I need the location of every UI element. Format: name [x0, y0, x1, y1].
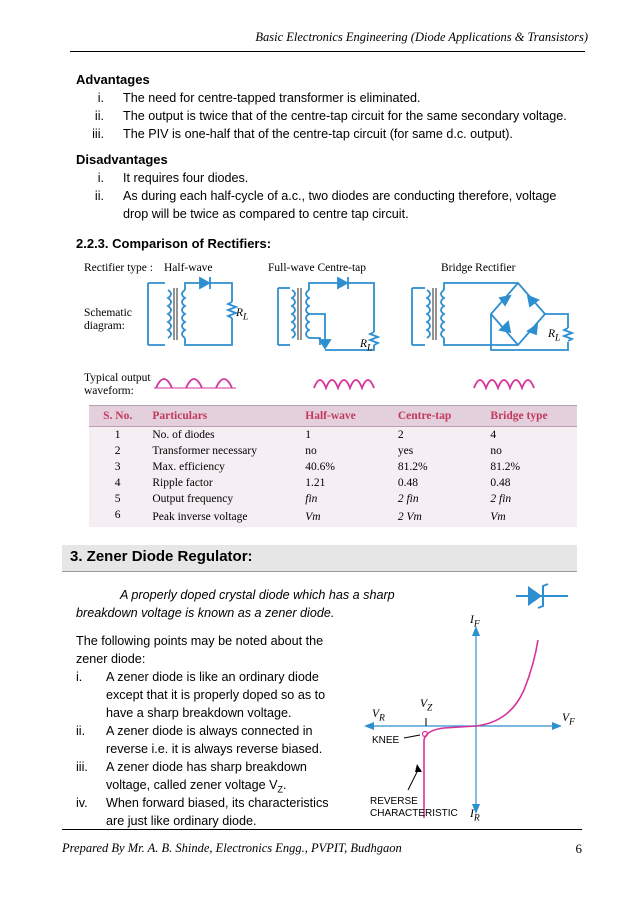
point-num: iii.	[76, 760, 88, 774]
reverse-label-2: CHARACTERISTIC	[370, 808, 458, 819]
point-line: have a sharp breakdown voltage.	[106, 706, 292, 720]
zener-characteristic-graph	[364, 626, 562, 818]
point-line: A zener diode is like an ordinary diode	[106, 670, 319, 684]
point-line: except that it is properly doped so as to	[106, 688, 326, 702]
point-line: are just like ordinary diode.	[106, 814, 257, 828]
reverse-label: REVERSE	[370, 796, 418, 807]
list-item: i. The need for centre-tapped transformer is eliminated.	[97, 91, 421, 105]
list-item: ii. The output is twice that of the centre-tap circuit for the same secondary voltage.	[94, 109, 567, 123]
schematic-label: Schematic	[84, 307, 132, 319]
knee-label: KNEE	[372, 735, 400, 746]
col-header-particulars: Particulars	[146, 406, 299, 427]
point-line: A zener diode has sharp breakdown	[106, 760, 307, 774]
full-wave-label: Full-wave Centre-tap	[268, 262, 367, 274]
point-line: voltage, called zener voltage $V_Z$.	[106, 778, 287, 795]
advantages-heading: Advantages	[76, 72, 150, 87]
list-item: i. It requires four diodes.	[97, 171, 249, 185]
table-row: 5 Output frequency fin 2 fin 2 fin	[89, 491, 577, 507]
footer-text: Prepared By Mr. A. B. Shinde, Electronics Engg., PVPIT, Budhgaon	[62, 841, 402, 855]
col-header-sno: S. No.	[89, 406, 146, 427]
footer-rule	[62, 829, 582, 830]
points-intro: The following points may be noted about the	[76, 634, 324, 648]
page-header-title: Basic Electronics Engineering (Diode Applications & Transistors)	[255, 30, 588, 44]
waveform-label-2: waveform:	[84, 385, 134, 397]
section-3-heading: 3. Zener Diode Regulator:	[70, 548, 253, 565]
page-number: 6	[575, 841, 582, 856]
if-label: $I_F$	[470, 614, 480, 630]
list-item: iii. The PIV is one-half that of the centre-tap circuit (for same d.c. output).	[92, 127, 513, 141]
half-wave-label: Half-wave	[164, 262, 213, 274]
rectifier-type-label: Rectifier type :	[84, 262, 153, 274]
point-num: iv.	[76, 796, 88, 810]
point-line: reverse i.e. it is always reverse biased.	[106, 742, 323, 756]
comparison-heading: 2.2.3. Comparison of Rectifiers:	[76, 236, 272, 251]
bridge-label: Bridge Rectifier	[441, 262, 516, 274]
zener-intro-2: breakdown voltage is known as a zener diode.	[76, 606, 335, 620]
point-num: i.	[76, 670, 83, 684]
vf-label: $V_F$	[562, 712, 575, 728]
vz-label: $V_Z$	[420, 698, 433, 714]
zener-intro: A properly doped crystal diode which has a sharp	[120, 588, 395, 602]
table-row: 3 Max. efficiency 40.6% 81.2% 81.2%	[89, 459, 577, 475]
vr-label: $V_R$	[372, 708, 385, 724]
point-line: When forward biased, its characteristics	[106, 796, 329, 810]
col-header-half-wave: Half-wave	[299, 406, 392, 427]
col-header-bridge: Bridge type	[484, 406, 577, 427]
disadvantages-heading: Disadvantages	[76, 152, 168, 167]
rl-label-centre: $R_L$	[360, 338, 373, 354]
zener-symbol-icon	[516, 584, 568, 608]
waveform-label: Typical output	[84, 372, 151, 384]
rl-label-half: $R_L$	[236, 307, 249, 323]
table-row: 4 Ripple factor 1.21 0.48 0.48	[89, 475, 577, 491]
ir-label: $I_R$	[470, 808, 480, 824]
list-item: ii. As during each half-cycle of a.c., two diodes are conducting therefore, voltage drop will be twice as compared to centre tap circuit.	[94, 189, 557, 221]
point-line: A zener diode is always connected in	[106, 724, 313, 738]
table-row: 2 Transformer necessary no yes no	[89, 443, 577, 459]
schematic-label-2: diagram:	[84, 320, 125, 332]
col-header-centre-tap: Centre-tap	[392, 406, 485, 427]
table-row: 1 No. of diodes 1 2 4	[89, 427, 577, 444]
point-num: ii.	[76, 724, 86, 738]
table-row: 6 Peak inverse voltage Vm 2 Vm Vm	[89, 507, 577, 527]
points-intro-2: zener diode:	[76, 652, 146, 666]
rl-label-bridge: $R_L$	[548, 328, 561, 344]
